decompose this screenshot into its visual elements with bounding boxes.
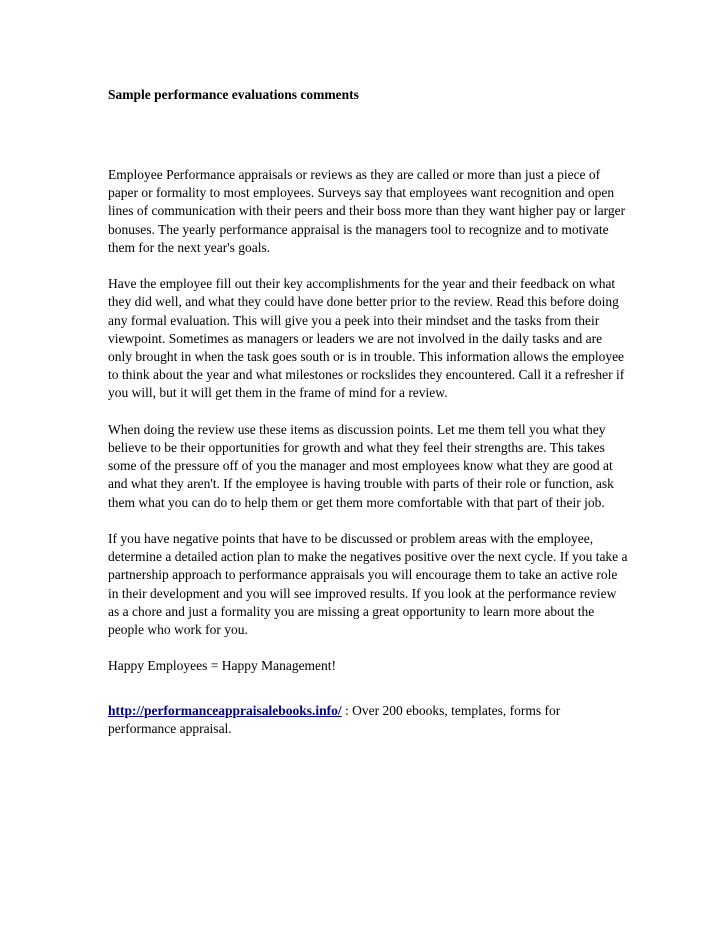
footer-note — [108, 702, 628, 738]
paragraph-4: If you have negative points that have to be discussed or problem areas with the employee, determine a detailed action plan to make the negatives positive over the next cycle. If you take a partnership approach to performance appraisals you will encourage them to take an active role in their development and you will see improved results. If you look at the performance review as a chore and just a formality you are missing a great opportunity to learn more about the people who work for you. — [108, 531, 628, 638]
document-page — [108, 86, 628, 738]
paragraph-3: When doing the review use these items as discussion points. Let me them tell you what they believe to be their opportunities for growth and what they feel their strengths are. This takes some of the pressure off of you the manager and most employees know what they are good at and what they aren't. If the employee is having trouble with parts of their role or function, ask them what you can do to help them or get them more comfortable with that part of their job. — [108, 421, 614, 510]
ebooks-link[interactable]: http://performanceappraisalebooks.info/ — [108, 702, 342, 718]
document-title: Sample performance evaluations comments — [108, 87, 359, 102]
footer-text: : Over 200 ebooks, templates, forms for performance appraisal. — [108, 702, 561, 736]
closing-line: Happy Employees = Happy Management! — [108, 658, 337, 674]
paragraph-2: Have the employee fill out their key accomplishments for the year and their feedback on what they did well, and what they could have done better prior to the review. Read this before doing any formal evaluation. This will give you a peek into their mindset and the tasks from their viewpoint. Sometimes as managers or leaders we are not involved in the daily tasks and are only brought in when the task goes south or is in trouble. This information allows the employee to think about the year and what milestones or rockslides they encountered. Call it a refresher if you will, but it will get them in the frame of mind for a review. — [108, 276, 625, 401]
paragraph-1: Employee Performance appraisals or reviews as they are called or more than just a piece of paper or formality to most employees. Surveys say that employees want recognition and open lines of communication with their peers and their boss more than they want higher pay or larger bonuses. The yearly performance appraisal is the managers tool to recognize and to motivate them for the next year's goals. — [108, 167, 626, 255]
document-body — [108, 166, 628, 738]
